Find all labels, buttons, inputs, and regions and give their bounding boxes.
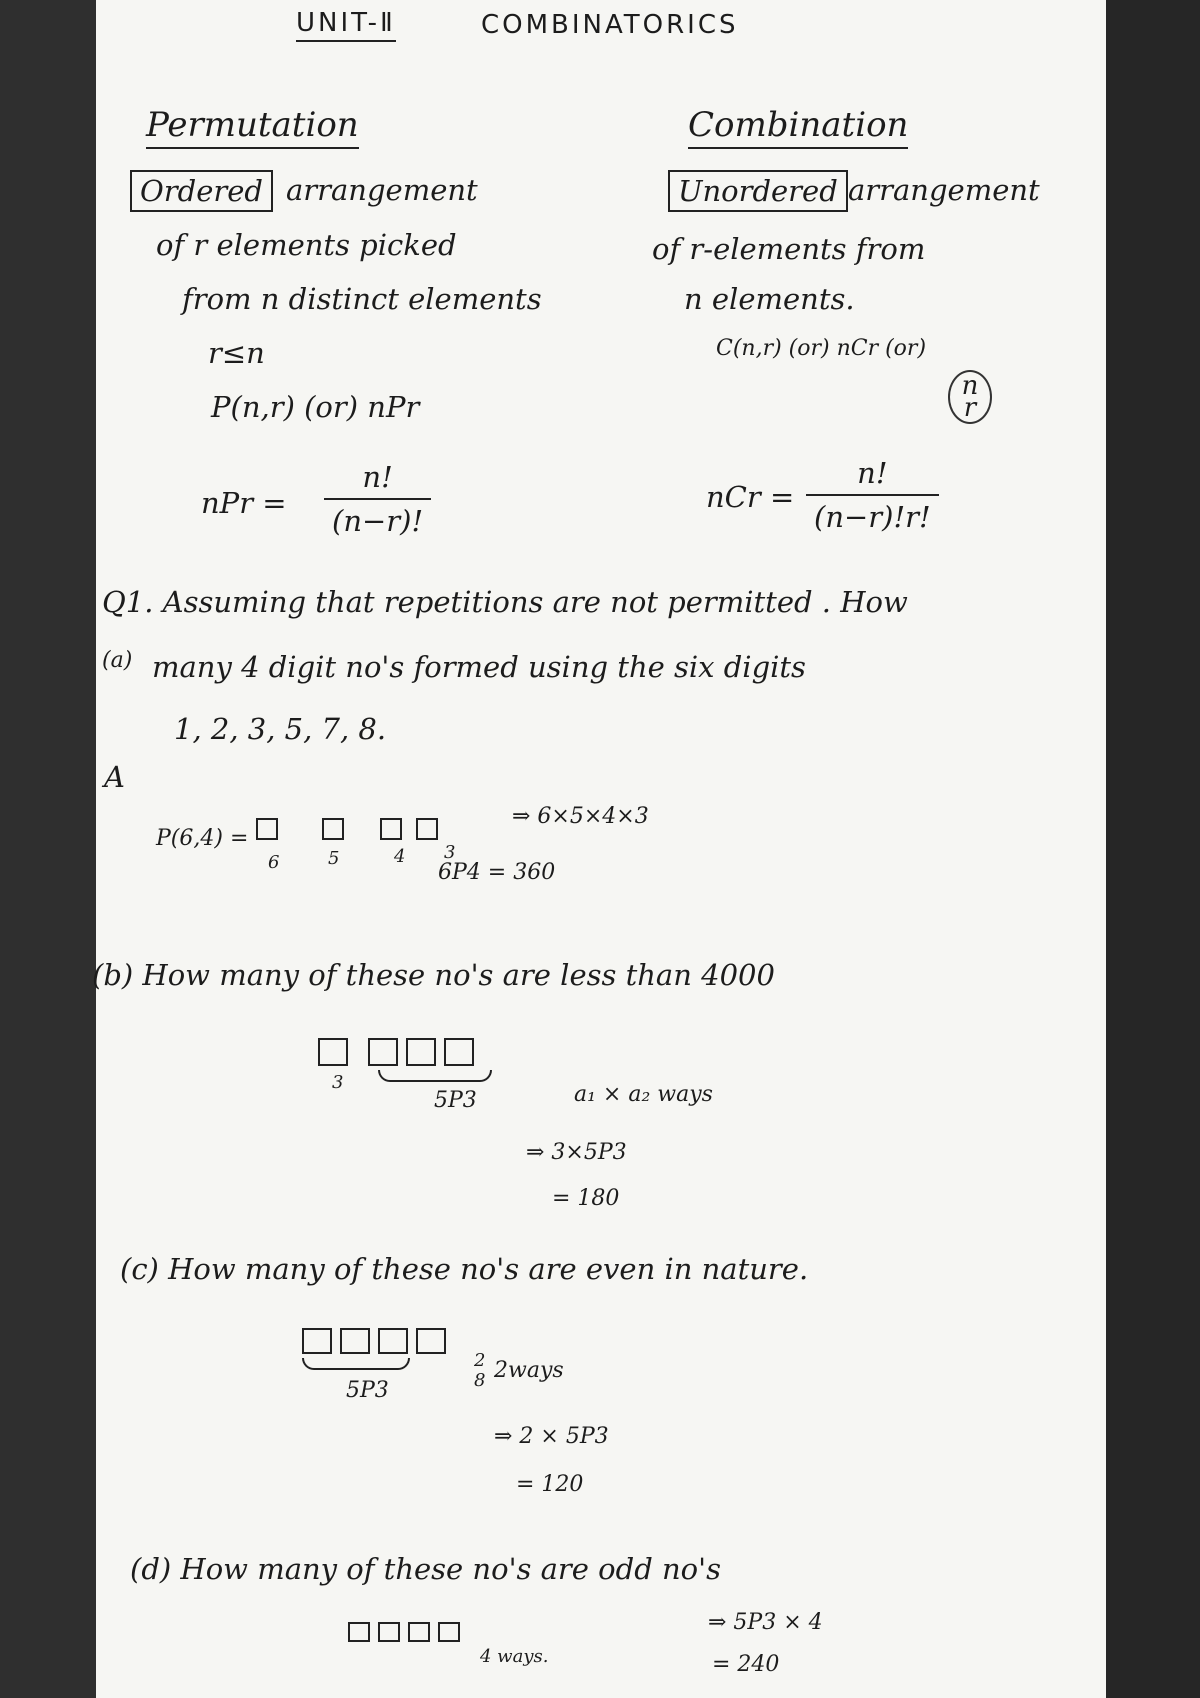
combination-formula-denominator: (n−r)!r! [806, 494, 939, 534]
answer-a-lhs: P(6,4) = [156, 826, 249, 851]
answer-a-result2: 6P4 = 360 [438, 860, 556, 885]
part-c-step2: = 120 [516, 1472, 584, 1497]
slot-label-2: 5 [328, 848, 340, 869]
question-line3: 1, 2, 3, 5, 7, 8. [174, 712, 387, 746]
slot-box [302, 1328, 332, 1354]
slot-box [378, 1328, 408, 1354]
part-c-ways: 2ways [494, 1358, 564, 1383]
combination-line2: of r-elements from [652, 232, 926, 266]
page-title: COMBINATORICS [481, 10, 739, 40]
slot-box [318, 1038, 348, 1066]
binomial-bottom: r [963, 393, 977, 423]
permutation-title: Permutation [146, 105, 359, 149]
part-b-slots [318, 1038, 482, 1066]
permutation-formula-denominator: (n−r)! [324, 498, 431, 538]
combination-formula-fraction [806, 456, 939, 534]
question-line2: many 4 digit no's formed using the six digits [152, 650, 806, 684]
slot-box [408, 1622, 430, 1642]
answer-a-slots [256, 818, 446, 840]
part-d-step1: ⇒ 5P3 × 4 [708, 1610, 823, 1635]
part-d-question: (d) How many of these no's are odd no's [130, 1552, 721, 1586]
notebook-page [92, 0, 1106, 1698]
part-c-slots [302, 1328, 454, 1354]
permutation-constraint: r≤n [208, 336, 265, 370]
combination-unordered-box: Unordered [668, 170, 848, 212]
permutation-line3: from n distinct elements [182, 282, 542, 316]
part-b-brace [378, 1070, 492, 1082]
slot-box [416, 818, 438, 840]
part-d-slots [348, 1622, 468, 1642]
part-b-brace-label: 5P3 [434, 1088, 477, 1113]
part-b-question: (b) How many of these no's are less than 4000 [92, 958, 775, 992]
question-line1: Q1. Assuming that repetitions are not permitted . How [102, 585, 908, 619]
permutation-formula-lhs: nPr = [201, 486, 287, 520]
background-left-edge [0, 0, 96, 1698]
permutation-line1: arrangement [286, 173, 478, 207]
combination-title: Combination [688, 105, 908, 149]
part-b-first-label: 3 [332, 1072, 344, 1093]
slot-box [438, 1622, 460, 1642]
slot-box [406, 1038, 436, 1066]
slot-box [348, 1622, 370, 1642]
combination-notation: C(n,r) (or) nCr (or) [716, 336, 927, 361]
part-c-question: (c) How many of these no's are even in nature. [120, 1252, 809, 1286]
background-right-edge [1106, 0, 1200, 1698]
permutation-formula-numerator: n! [362, 460, 393, 494]
combination-line1: arrangement [848, 173, 1040, 207]
permutation-line2: of r elements picked [156, 228, 457, 262]
slot-box [256, 818, 278, 840]
permutation-notation: P(n,r) (or) nPr [211, 390, 420, 424]
permutation-formula-fraction [324, 460, 431, 538]
part-d-step2: = 240 [712, 1652, 780, 1677]
slot-label-4: 3 [444, 842, 456, 863]
slot-box [416, 1328, 446, 1354]
unit-heading: UNIT-Ⅱ [296, 8, 396, 42]
part-c-step1: ⇒ 2 × 5P3 [494, 1424, 609, 1449]
slot-label-3: 4 [394, 846, 406, 867]
combination-formula-lhs: nCr = [706, 480, 795, 514]
slot-box [322, 818, 344, 840]
part-c-digit-bottom: 8 [474, 1370, 486, 1391]
answer-a-result1: ⇒ 6×5×4×3 [512, 804, 649, 829]
part-b-step2: = 180 [552, 1186, 620, 1211]
slot-box [368, 1038, 398, 1066]
part-b-step1: ⇒ 3×5P3 [526, 1140, 627, 1165]
permutation-ordered-box: Ordered [130, 170, 273, 212]
binomial-top: n [961, 371, 979, 401]
question-part-a-label: (a) [102, 648, 133, 673]
slot-box [340, 1328, 370, 1354]
combination-line3: n elements. [684, 282, 855, 316]
slot-box [378, 1622, 400, 1642]
part-c-brace-label: 5P3 [346, 1378, 389, 1403]
part-c-brace [302, 1358, 410, 1370]
part-b-ways: a₁ × a₂ ways [574, 1082, 713, 1107]
part-d-ways: 4 ways. [480, 1646, 549, 1667]
combination-binomial [948, 370, 992, 424]
answer-marker: A [104, 760, 125, 794]
part-c-digit-top: 2 [474, 1350, 486, 1371]
combination-formula-numerator: n! [857, 456, 888, 490]
slot-label-1: 6 [268, 852, 280, 873]
slot-box [380, 818, 402, 840]
slot-box [444, 1038, 474, 1066]
